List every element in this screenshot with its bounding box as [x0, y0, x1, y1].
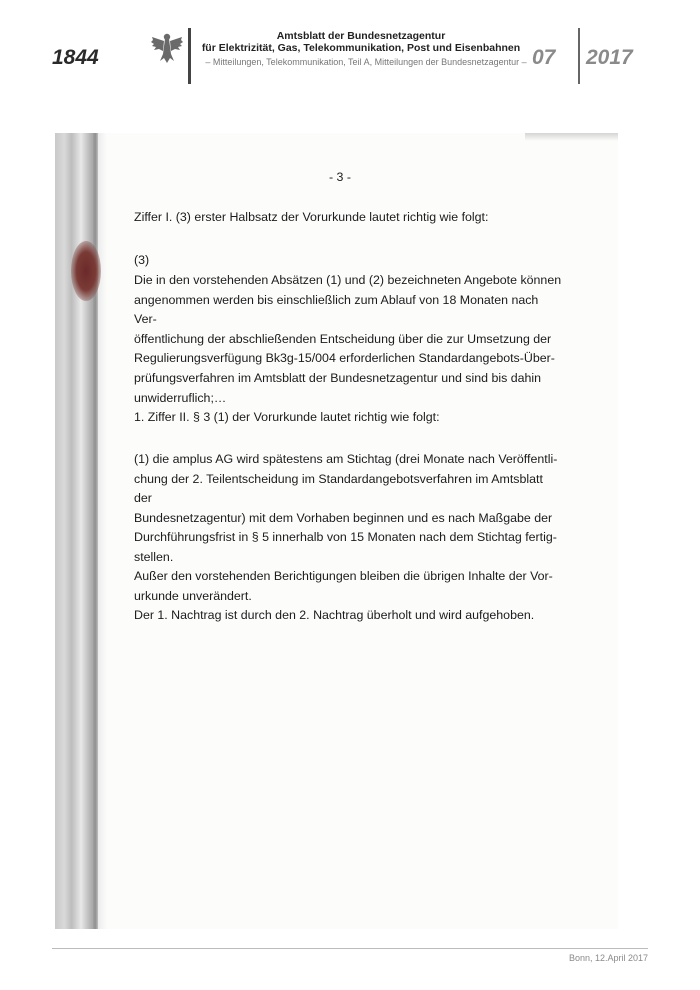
paragraph-1-line: Die in den vorstehenden Absätzen (1) und (2) bezeichneten Angebote können — [134, 273, 562, 287]
paragraph-2 — [134, 450, 564, 568]
publication-title — [196, 30, 526, 54]
paragraph-3-line: urkunde unverändert. — [134, 588, 252, 603]
section-label: (3) — [134, 253, 150, 267]
paragraph-2-line: stellen. — [134, 549, 174, 564]
publication-title-line2: für Elektrizität, Gas, Telekommunikation, Post und Eisenbahnen — [201, 42, 521, 54]
scan-stain — [71, 241, 101, 301]
list-item-1: 1. Ziffer II. § 3 (1) der Vorurkunde lautet richtig wie folgt: — [134, 410, 440, 424]
paragraph-1-line: öffentlichung der abschließenden Entscheidung über die zur Umsetzung der — [134, 331, 552, 346]
paragraph-2-line: Durchführungsfrist in § 5 innerhalb von 15 Monaten nach dem Stichtag fertig- — [134, 530, 557, 545]
federal-eagle-icon — [150, 30, 184, 66]
footer-date: Bonn, 12.April 2017 — [568, 953, 648, 963]
issue-divider — [578, 28, 580, 84]
paragraph-1-line: unwiderruflich;… — [134, 390, 227, 405]
issue-number: 07 — [532, 46, 556, 69]
paragraph-1 — [134, 271, 564, 408]
paragraph-3 — [134, 567, 564, 626]
publication-subtitle: – Mitteilungen, Telekommunikation, Teil A, Mitteilungen der Bundesnetzagentur – — [205, 57, 527, 67]
scan-top-edge — [525, 133, 618, 141]
publication-title-line1: Amtsblatt der Bundesnetzagentur — [276, 30, 446, 42]
paragraph-2-line: (1) die amplus AG wird spätestens am Stichtag (drei Monate nach Veröffentli- — [134, 452, 558, 466]
paragraph-2-line: chung der 2. Teilentscheidung im Standardangebotsverfahren im Amtsblatt der — [134, 471, 543, 506]
footer-rule — [52, 948, 648, 949]
intro-sentence: Ziffer I. (3) erster Halbsatz der Vorurkunde lautet richtig wie folgt: — [134, 210, 489, 224]
page-number: 1844 — [52, 46, 99, 69]
paragraph-1-line: angenommen werden bis einschließlich zum Ablauf von 18 Monaten nach Ver- — [134, 292, 539, 327]
paragraph-3-line: Außer den vorstehenden Berichtigungen bleiben die übrigen Inhalte der Vor- — [134, 569, 553, 583]
paragraph-3-line: Der 1. Nachtrag ist durch den 2. Nachtrag überholt und wird aufgehoben. — [134, 608, 535, 623]
paragraph-1-line: Regulierungsverfügung Bk3g-15/004 erforderlichen Standardangebots-Über- — [134, 351, 555, 366]
issue-year: 2017 — [586, 46, 633, 69]
header-divider — [188, 28, 191, 84]
paragraph-1-line: prüfungsverfahren im Amtsblatt der Bundesnetzagentur und sind bis dahin — [134, 370, 542, 385]
document-page-marker: - 3 - — [328, 170, 352, 184]
paragraph-2-line: Bundesnetzagentur) mit dem Vorhaben beginnen und es nach Maßgabe der — [134, 510, 553, 525]
